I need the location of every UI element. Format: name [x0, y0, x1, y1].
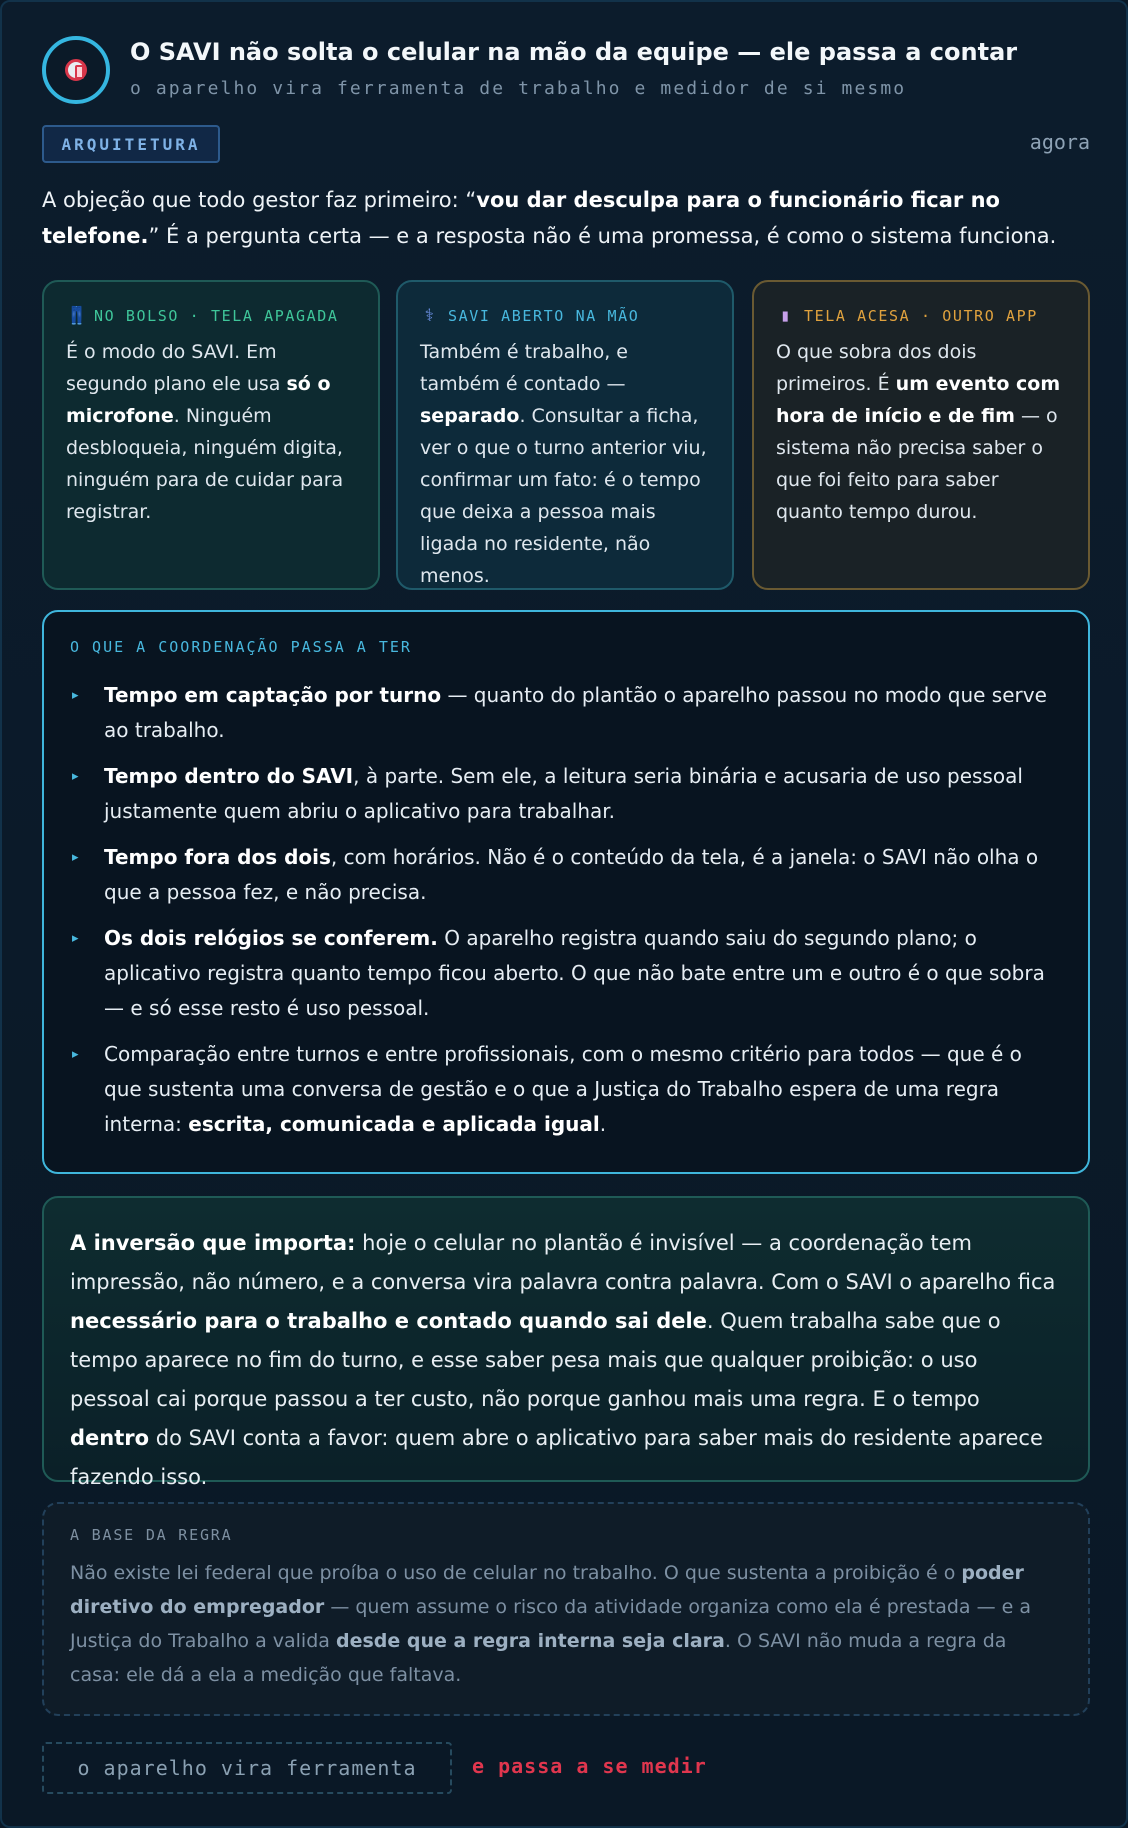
footer-tagline-accent: e passa a se medir	[472, 1754, 707, 1778]
card-title: TELA ACESA · OUTRO APP	[804, 307, 1038, 325]
bullet-icon: ▸	[72, 769, 79, 784]
card-title: SAVI ABERTO NA MÃO	[448, 307, 640, 325]
section-title: O QUE A COORDENAÇÃO PASSA A TER	[70, 638, 412, 656]
section-title: A BASE DA REGRA	[70, 1526, 233, 1544]
card-body: É o modo do SAVI. Em segundo plano ele usa só o microfone. Ninguém desbloqueia, ninguém digita, ninguém para de cuidar para registrar.	[66, 341, 344, 523]
bullet-icon: ▸	[72, 850, 79, 865]
page-title: O SAVI não solta o celular na mão da equipe — ele passa a contar	[130, 38, 1018, 66]
list-item: ▸ Tempo fora dos dois, com horários. Não é o conteúdo da tela, é a janela: o SAVI não olha o que a pessoa fez, e não precisa.	[70, 840, 1062, 910]
phone-icon: ▮	[780, 306, 792, 326]
page-subtitle: o aparelho vira ferramenta de trabalho e medidor de si mesmo	[130, 78, 907, 99]
coordination-list	[70, 678, 1062, 1142]
pants-icon: 👖	[66, 306, 89, 326]
intro-paragraph: A objeção que todo gestor faz primeiro: “vou dar desculpa para o funcionário ficar no telefone.” É a pergunta certa — e a resposta não é uma promessa, é como o sistema funciona.	[42, 188, 1057, 248]
card-savi-open	[396, 280, 734, 590]
bullet-icon: ▸	[72, 931, 79, 946]
rule-basis-text: Não existe lei federal que proíba o uso de celular no trabalho. O que sustenta a proibição é o poder diretivo do empregador — quem assume o risco da atividade organiza como ela é prestada — e a Justiça do Trabalho a valida desde que a regra interna seja clara. O SAVI não muda a regra da casa: ele dá a ela a medição que faltava.	[70, 1562, 1032, 1686]
card-pocket	[42, 280, 380, 590]
list-item: ▸ Comparação entre turnos e entre profissionais, com o mesmo critério para todos — que é o que sustenta uma conversa de gestão e o que a Justiça do Trabalho espera de uma regra interna: escrita, comunicada e aplicada igual.	[70, 1037, 1062, 1142]
card-other-app	[752, 280, 1090, 590]
bullet-icon: ▸	[72, 688, 79, 703]
timestamp: agora	[1029, 130, 1090, 154]
stethoscope-icon: ⚕	[424, 306, 436, 326]
card-body: Também é trabalho, e também é contado — separado. Consultar a ficha, ver o que o turno anterior viu, confirmar um fato: é o tempo que deixa a pessoa mais ligada no residente, não menos.	[420, 341, 707, 587]
card-title: NO BOLSO · TELA APAGADA	[94, 307, 339, 325]
list-item: ▸ Tempo em captação por turno — quanto do plantão o aparelho passou no modo que serve ao trabalho.	[70, 678, 1062, 748]
bullet-icon: ▸	[72, 1047, 79, 1062]
card-body: O que sobra dos dois primeiros. É um evento com hora de início e de fim — o sistema não precisa saber o que foi feito para saber quanto tempo durou.	[776, 341, 1061, 523]
list-item: ▸ Tempo dentro do SAVI, à parte. Sem ele, a leitura seria binária e acusaria de uso pessoal justamente quem abriu o aplicativo para trabalhar.	[70, 759, 1062, 829]
inversion-box: A inversão que importa: hoje o celular no plantão é invisível — a coordenação tem impressão, não número, e a conversa vira palavra contra palavra. Com o SAVI o aparelho fica necessário para o trabalho e contado quando sai dele. Quem trabalha sabe que o tempo aparece no fim do turno, e esse saber pesa mais que qualquer proibição: o uso pessoal cai porque passou a ter custo, não porque ganhou mais uma regra. E o tempo dentro do SAVI conta a favor: quem abre o aplicativo para saber mais do residente aparece fazendo isso.	[42, 1196, 1090, 1482]
list-item: ▸ Os dois relógios se conferem. O aparelho registra quando saiu do segundo plano; o aplicativo registra quanto tempo ficou aberto. O que não bate entre um e outro é o que sobra — e só esse resto é uso pessoal.	[70, 921, 1062, 1026]
rule-basis-box	[42, 1502, 1090, 1716]
category-tag[interactable]: ARQUITETURA	[42, 125, 220, 163]
footer-tagline-box: o aparelho vira ferramenta	[42, 1742, 452, 1794]
header	[42, 34, 1088, 104]
coordination-box	[42, 610, 1090, 1174]
no-phone-icon	[42, 36, 110, 104]
